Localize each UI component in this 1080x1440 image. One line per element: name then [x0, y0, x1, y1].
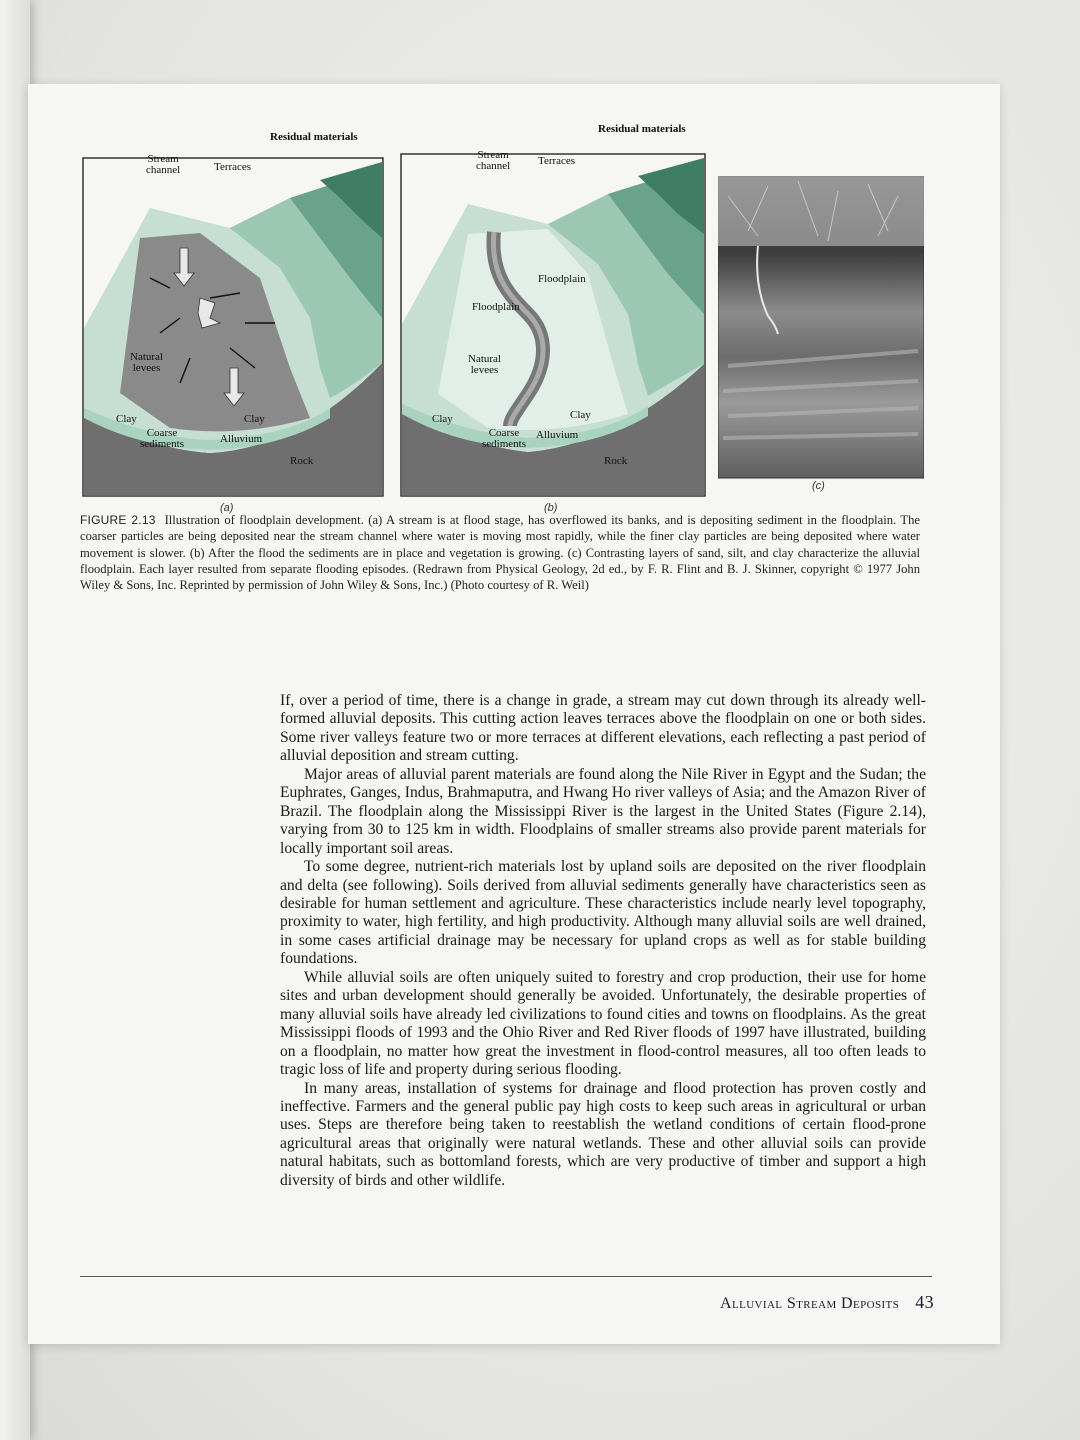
label-terraces-b: Terraces [538, 155, 576, 167]
label-rock-a: Rock [290, 455, 314, 467]
caption-text: Illustration of floodplain development. (a) A stream is at flood stage, has overflowed its banks, and is depositing sediment in the floodplain. The coarser particles are being deposited near the stream channel where water is moving most rapidly, while the finer clay particles are being deposited where water movement is slower. (b) After the flood the sediments are in place and vegetation is growing. (c) Contrasting layers of sand, silt, and clay characterize the alluvial floodplain. Each layer resulted from separate flooding episodes. (Redrawn from Physical Geology, 2d ed., by F. R. Flint and B. J. Skinner, copyright © 1977 John Wiley & Sons, Inc. Reprinted by permission of John Wiley & Sons, Inc.) (Photo courtesy of R. Weil) [80, 513, 920, 593]
page-number: 43 [915, 1292, 934, 1312]
label-coarse-sediments-b: Coarse sediments [482, 427, 526, 450]
paragraph-5: In many areas, installation of systems for drainage and flood protection has proven costly and ineffective. Farmers and the general public pay high costs to keep such areas in agricultural or urban uses. Steps are therefore being taken to reestablish the wetland conditions of certain flood-prone agricultural areas that originally were natural wetlands. These and other alluvial soils can provide natural habitats, such as bottomland forests, which are very productive of timber and support a high diversity of birds and other wildlife. [280, 1079, 926, 1189]
book-page [28, 84, 1000, 1344]
soil-profile-photo [718, 176, 924, 498]
label-clay-left-a: Clay [116, 413, 137, 425]
label-natural-levees-a: Natural levees [130, 351, 163, 374]
figure-panel-c [718, 176, 924, 498]
panel-tag-c: (c) [812, 480, 825, 492]
label-clay-right-b: Clay [570, 409, 591, 421]
footer-rule [80, 1276, 932, 1277]
paragraph-4: While alluvial soils are often uniquely suited to forestry and crop production, their use for home sites and urban development should generally be avoided. Unfortunately, the desirable properties of many alluvial soils have already led civilizations to found cities and towns on floodplains. As the great Mississippi floods of 1993 and the Ohio River and Red River floods of 1997 have illustrated, building on a floodplain, no matter how great the investment in flood-control measures, all too often leads to tragic loss of life and property during serious flooding. [280, 968, 926, 1079]
figure-caption [80, 512, 920, 593]
running-head [690, 1292, 934, 1313]
figure-panel-a [80, 118, 386, 514]
paragraph-3: To some degree, nutrient-rich materials lost by upland soils are deposited on the river floodplain and delta (see following). Soils derived from alluvial sediments generally have characteristics seen as desirable for human settlement and agriculture. These characteristics include nearly level topography, proximity to water, high fertility, and high productivity. Although many alluvial soils are well drained, in some cases artificial drainage may be necessary for upland crops as well as for stable building foundations. [280, 858, 926, 968]
label-stream-channel-b: Stream channel [476, 149, 511, 172]
paragraph-2: Major areas of alluvial parent materials are found along the Nile River in Egypt and the Sudan; the Euphrates, Ganges, Indus, Brahmaputra, and Hwang Ho river valleys of Asia; and the Amazon River of Brazil. The floodplain along the Mississippi River is the largest in the United States (Figure 2.14), varying from 30 to 125 km in width. Floodplains of smaller streams also provide parent materials for locally important soil areas. [280, 765, 926, 857]
paragraph-1: If, over a period of time, there is a change in grade, a stream may cut down through its already well-formed alluvial deposits. This cutting action leaves terraces above the floodplain on one or both sides. Some river valleys feature two or more terraces at different elevations, each reflecting a past period of alluvial deposition and stream cutting. [280, 692, 926, 765]
panel-tag-a: (a) [220, 502, 234, 514]
label-alluvium-a: Alluvium [220, 433, 263, 445]
label-alluvium-b: Alluvium [536, 429, 579, 441]
figure-panel-b [398, 114, 708, 514]
panel-tag-b: (b) [544, 502, 558, 514]
label-natural-levees-b: Natural levees [468, 353, 501, 376]
figure-number: FIGURE 2.13 [80, 513, 156, 527]
running-head-title: Alluvial Stream Deposits [720, 1295, 900, 1312]
label-terraces-a: Terraces [214, 161, 252, 173]
label-clay-left-b: Clay [432, 413, 453, 425]
label-residual-materials-b: Residual materials [598, 123, 686, 135]
label-floodplain-top-b: Floodplain [538, 273, 586, 285]
facing-page-edge [0, 0, 30, 1440]
label-residual-materials-a: Residual materials [270, 131, 358, 143]
label-stream-channel-a: Stream channel [146, 153, 181, 176]
body-text [280, 692, 926, 1190]
label-rock-b: Rock [604, 455, 628, 467]
label-clay-right-a: Clay [244, 413, 265, 425]
label-coarse-sediments-a: Coarse sediments [140, 427, 184, 450]
label-floodplain-mid-b: Floodplain [472, 301, 520, 313]
